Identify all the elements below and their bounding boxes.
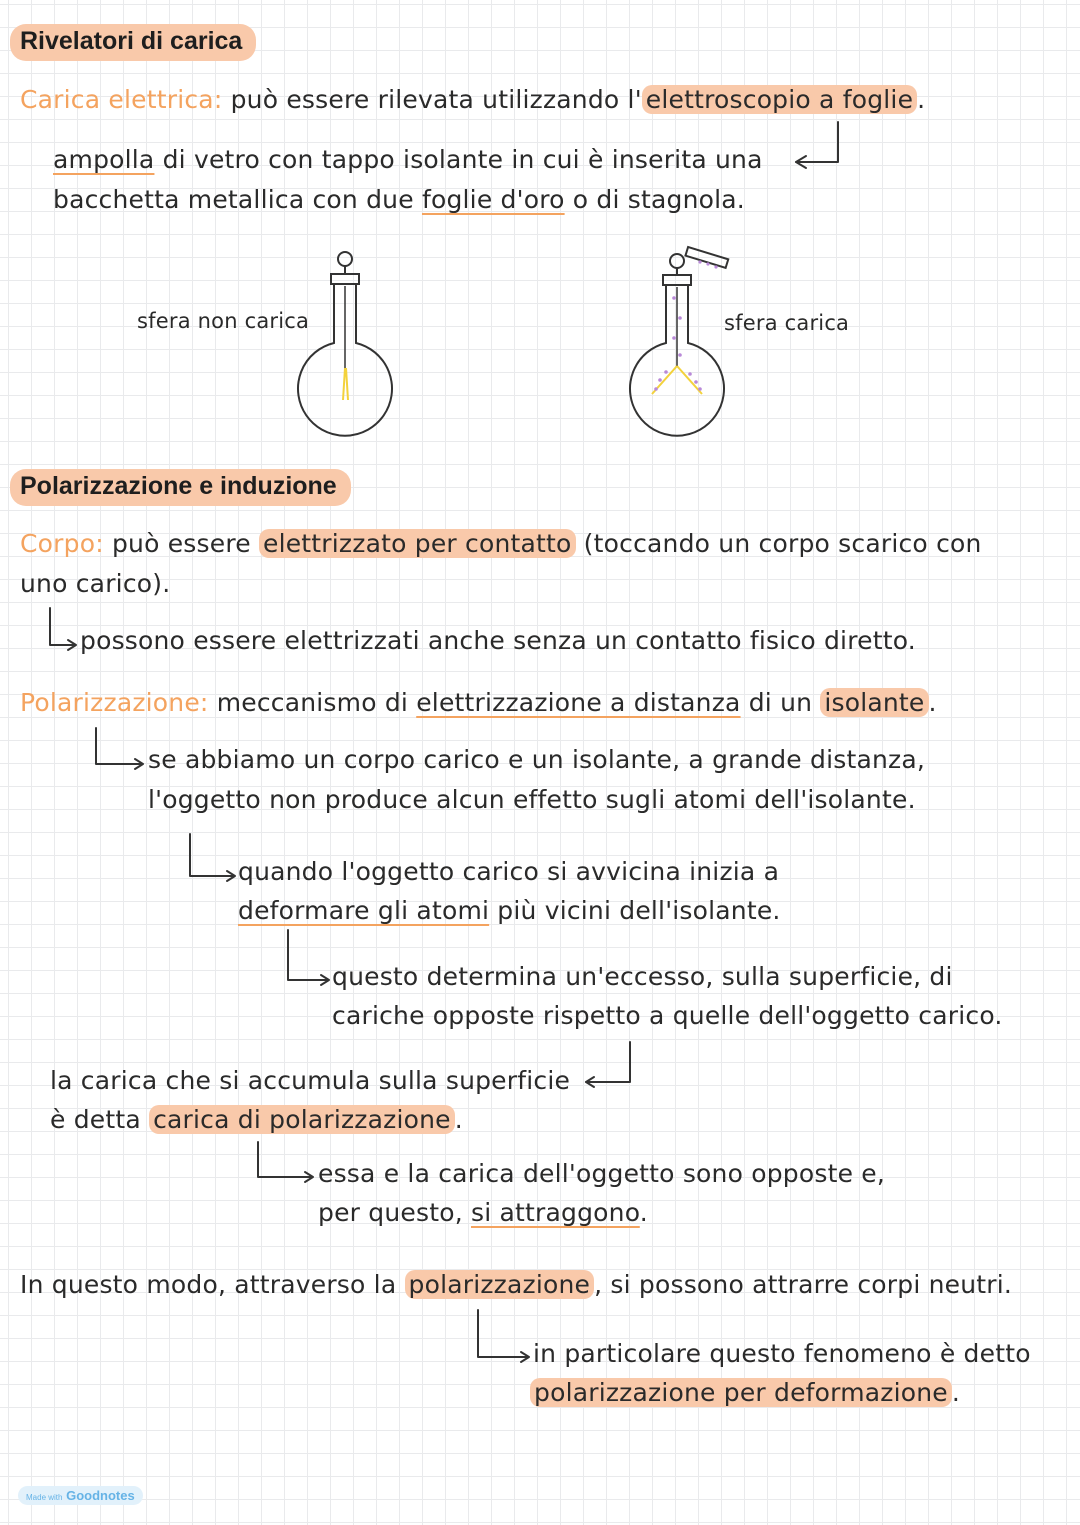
text: .	[928, 688, 937, 717]
line-step1a: se abbiamo un corpo carico e un isolante, a grande distanza,	[148, 745, 926, 774]
text: per questo,	[318, 1198, 471, 1227]
text: di un	[740, 688, 821, 717]
text: .	[454, 1105, 463, 1134]
label-sfera-non-carica: sfera non carica	[137, 309, 310, 333]
electroscope-uncharged-icon	[298, 252, 392, 436]
line-summary	[20, 1270, 1012, 1299]
line-ampolla	[53, 145, 763, 174]
text: (toccando un corpo scarico con	[575, 529, 982, 558]
goodnotes-badge[interactable]	[18, 1486, 143, 1505]
underline-foglie: foglie d'oro	[421, 185, 565, 214]
highlight-elettroscopio: elettroscopio a foglie	[642, 85, 917, 114]
text: .	[951, 1378, 961, 1407]
text: è detta	[50, 1105, 150, 1134]
label-sfera-carica: sfera carica	[724, 311, 850, 335]
text: bacchetta metallica con due	[53, 185, 422, 214]
text: o di stagnola.	[564, 185, 745, 214]
underline-distanza: elettrizzazione a distanza	[416, 688, 741, 717]
highlight-carica-polarizzazione: carica di polarizzazione	[149, 1105, 455, 1134]
text: può essere rilevata utilizzando l'	[222, 85, 642, 114]
highlight-contatto: elettrizzato per contatto	[259, 529, 576, 558]
line-senza-contatto: possono essere elettrizzati anche senza un contatto fisico diretto.	[80, 626, 916, 655]
line-uno-carico: uno carico).	[20, 569, 171, 598]
underline-ampolla: ampolla	[53, 145, 155, 174]
section-title-rivelatori: Rivelatori di carica	[10, 24, 256, 61]
text: , si possono attrarre corpi neutri.	[594, 1270, 1013, 1299]
highlight-deformazione: polarizzazione per deformazione	[530, 1378, 952, 1407]
line-step1b: l'oggetto non produce alcun effetto sugli atomi dell'isolante.	[148, 785, 916, 814]
line-attract2	[318, 1198, 648, 1227]
line-step3a: questo determina un'eccesso, sulla superficie, di	[332, 962, 953, 991]
highlight-polarizzazione: polarizzazione	[405, 1270, 595, 1299]
underline-deformare: deformare gli atomi	[238, 896, 490, 925]
term-polarizzazione: Polarizzazione:	[20, 688, 209, 717]
text: più vicini dell'isolante.	[489, 896, 781, 925]
term-corpo: Corpo:	[20, 529, 104, 558]
line-step3b: cariche opposte rispetto a quelle dell'oggetto carico.	[332, 1001, 1003, 1030]
made-with-text: Made with	[26, 1493, 63, 1502]
line-attract1: essa e la carica dell'oggetto sono opposte e,	[318, 1159, 886, 1188]
text: di vetro con tappo isolante in cui è inserita una	[154, 145, 763, 174]
text: .	[917, 85, 926, 114]
electroscope-charged-icon	[630, 247, 728, 436]
line-particular2	[530, 1378, 960, 1407]
text: può essere	[103, 529, 259, 558]
line-charge1: la carica che si accumula sulla superficie	[50, 1066, 571, 1095]
line-corpo	[20, 529, 982, 558]
text: .	[639, 1198, 648, 1227]
line-particular1: in particolare questo fenomeno è detto	[533, 1339, 1031, 1368]
line-charge2	[50, 1105, 463, 1134]
underline-attraggono: si attraggono	[471, 1198, 640, 1227]
line-step2a: quando l'oggetto carico si avvicina inizia a	[238, 857, 780, 886]
line-polarizzazione	[20, 688, 937, 717]
text: In questo modo, attraverso la	[20, 1270, 405, 1299]
text: meccanismo di	[208, 688, 417, 717]
line-step2b	[238, 896, 781, 925]
line-carica-elettrica	[20, 85, 925, 114]
goodnotes-brand: Goodnotes	[66, 1488, 135, 1503]
term-carica-elettrica: Carica elettrica:	[20, 85, 223, 114]
line-bacchetta	[53, 185, 745, 214]
section-title-polarizzazione: Polarizzazione e induzione	[10, 469, 351, 506]
highlight-isolante: isolante	[820, 688, 928, 717]
